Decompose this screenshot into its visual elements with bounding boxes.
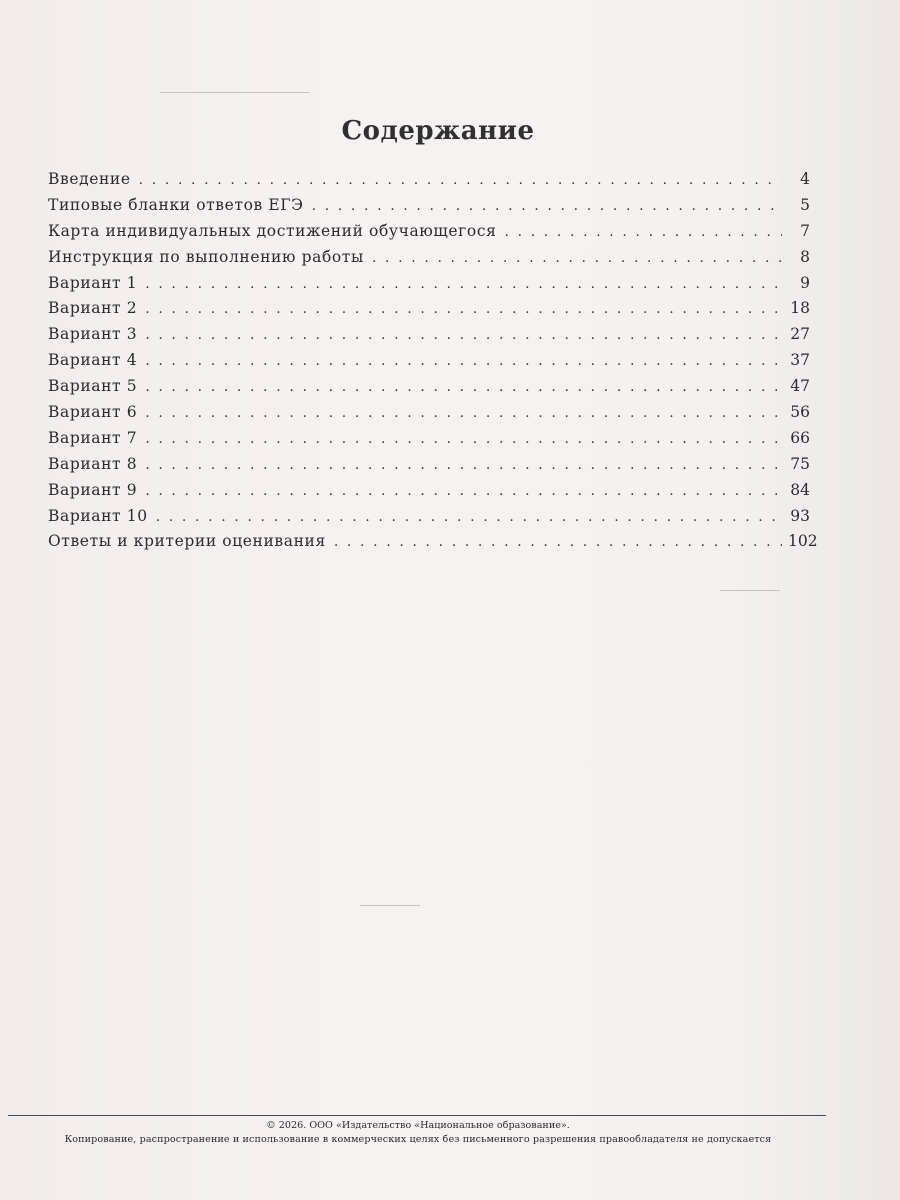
toc-entry-page: 75: [790, 454, 810, 473]
toc-entry-page: 5: [800, 195, 810, 214]
toc-entry-page: 37: [790, 351, 810, 370]
toc-entry: [48, 532, 818, 558]
table-of-contents: [48, 170, 818, 558]
toc-entry: [48, 507, 810, 533]
toc-entry-label: Инструкция по выполнению работы: [48, 247, 364, 266]
toc-entry: [48, 299, 810, 325]
toc-entry: [48, 403, 810, 429]
toc-leader-dots: [145, 276, 782, 292]
toc-entry: [48, 429, 810, 455]
toc-entry-label: Типовые бланки ответов ЕГЭ: [48, 195, 304, 214]
toc-entry: [48, 170, 810, 196]
toc-entry-label: Вариант 10: [48, 506, 148, 525]
toc-leader-dots: [145, 327, 782, 343]
toc-entry-label: Вариант 5: [48, 377, 138, 396]
toc-entry-page: 18: [790, 299, 810, 318]
toc-entry-label: Вариант 9: [48, 480, 138, 499]
toc-entry: [48, 248, 810, 274]
toc-entry-label: Ответы и критерии оценивания: [48, 532, 326, 551]
bleed-through-line: [720, 590, 780, 591]
toc-entry: [48, 274, 810, 300]
toc-entry-page: 7: [800, 221, 810, 240]
toc-entry-label: Вариант 3: [48, 325, 138, 344]
toc-leader-dots: [156, 509, 782, 525]
toc-leader-dots: [145, 405, 782, 421]
toc-entry: [48, 481, 810, 507]
page-title: Содержание: [341, 116, 535, 146]
toc-entry-label: Карта индивидуальных достижений обучающегося: [48, 221, 497, 240]
toc-entry-page: 27: [790, 325, 810, 344]
toc-entry-page: 8: [800, 247, 810, 266]
bleed-through-line: [360, 905, 420, 906]
toc-entry-label: Вариант 6: [48, 403, 138, 422]
toc-entry-label: Вариант 7: [48, 428, 138, 447]
footer-notice: Копирование, распространение и использование в коммерческих целях без письменного разрешения правообладателя не допускается: [64, 1134, 772, 1145]
toc-leader-dots: [372, 250, 782, 266]
toc-leader-dots: [139, 172, 782, 188]
toc-entry: [48, 377, 810, 403]
toc-entry: [48, 351, 810, 377]
toc-leader-dots: [145, 431, 782, 447]
toc-entry-page: 9: [800, 273, 810, 292]
toc-leader-dots: [334, 534, 782, 550]
toc-entry-label: Вариант 8: [48, 454, 138, 473]
toc-entry-page: 4: [800, 170, 810, 188]
toc-entry-page: 102: [788, 532, 818, 551]
bleed-through-line: [160, 92, 310, 93]
toc-entry-page: 56: [790, 403, 810, 422]
footer-copyright: © 2026. ООО «Издательство «Национальное образование».: [266, 1120, 570, 1131]
footer-divider: [8, 1115, 826, 1116]
toc-leader-dots: [145, 353, 782, 369]
toc-entry-page: 47: [790, 377, 810, 396]
toc-entry: [48, 196, 810, 222]
toc-leader-dots: [145, 379, 782, 395]
toc-entry-label: Вариант 1: [48, 273, 138, 292]
toc-leader-dots: [505, 224, 783, 240]
toc-leader-dots: [145, 483, 782, 499]
toc-leader-dots: [312, 198, 782, 214]
toc-leader-dots: [145, 301, 782, 317]
toc-entry-page: 66: [790, 428, 810, 447]
toc-entry-label: Введение: [48, 170, 131, 188]
toc-entry-page: 93: [790, 506, 810, 525]
toc-entry: [48, 455, 810, 481]
toc-leader-dots: [145, 457, 782, 473]
toc-entry-label: Вариант 4: [48, 351, 138, 370]
toc-entry: [48, 222, 810, 248]
toc-entry: [48, 325, 810, 351]
toc-entry-label: Вариант 2: [48, 299, 138, 318]
toc-entry-page: 84: [790, 480, 810, 499]
